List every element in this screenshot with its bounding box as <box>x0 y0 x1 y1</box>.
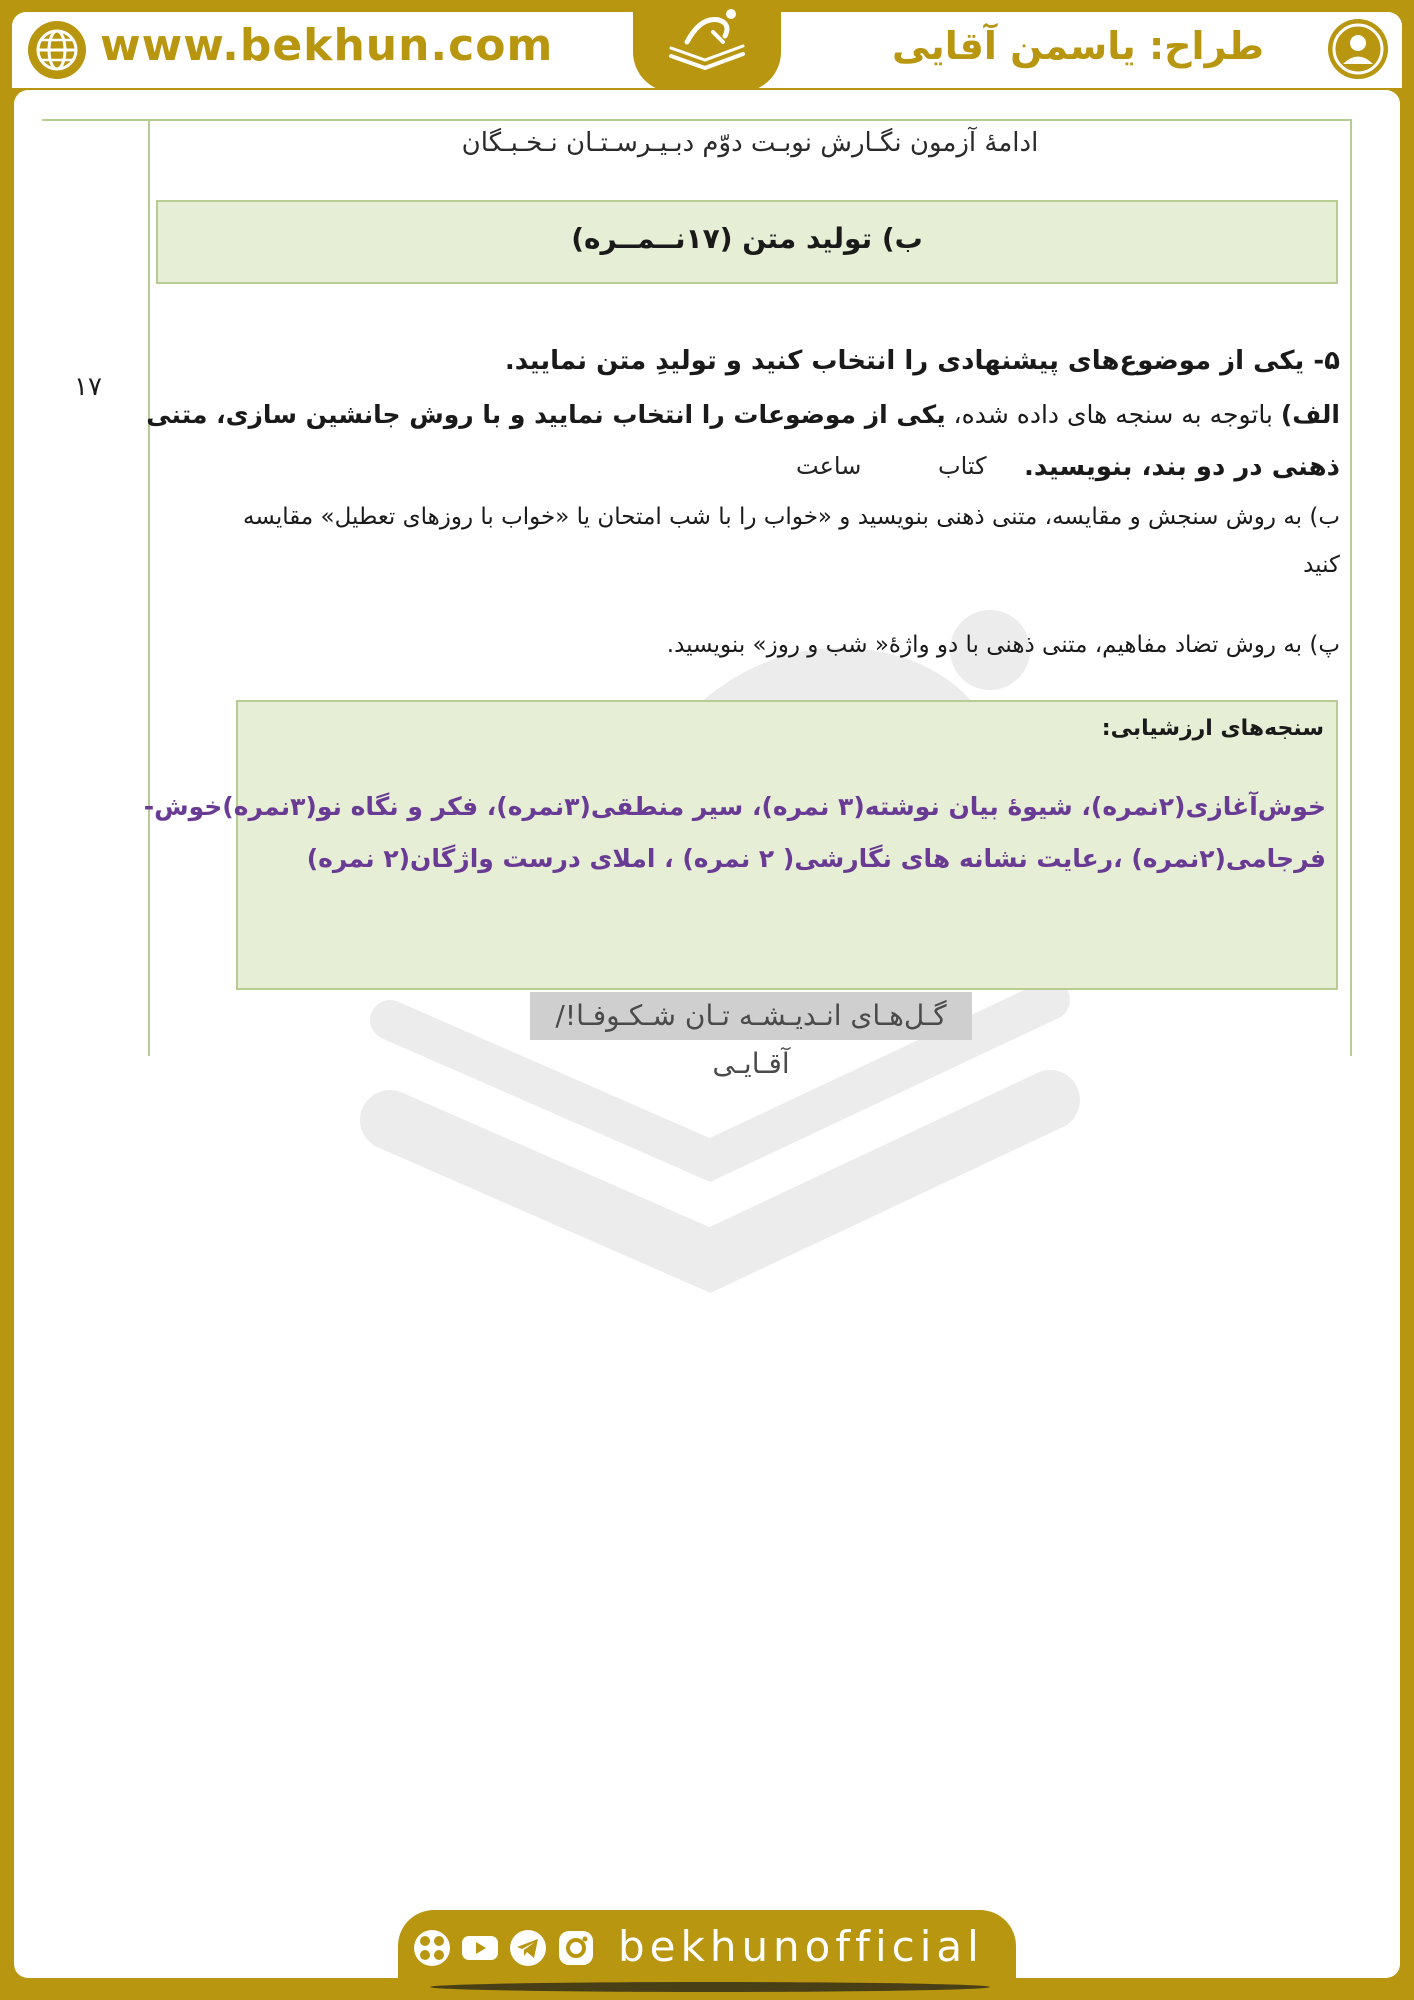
instagram-icon[interactable] <box>556 1928 596 1968</box>
question-prompt: ۵- یکی از موضوع‌های پیشنهادی را انتخاب کنید و تولیدِ متن نمایید. <box>504 346 1340 376</box>
criteria-line1: خوش‌آغازی(۲نمره)، شیوهٔ بیان نوشته(۳ نمره)، سیر منطقی(۳نمره)، فکر و نگاه نو(۳نمره)خوش- <box>143 792 1326 821</box>
part-a-instruction: یکی از موضوعات را انتخاب نمایید و با روش جانشین سازی، متنی <box>146 400 946 429</box>
question-score: ۱۷ <box>74 372 102 402</box>
part-b-line2: کنید <box>1303 552 1340 578</box>
part-b-line1: ب) به روش سنجش و مقایسه، متنی ذهنی بنویسید و «خواب را با شب امتحان یا «خواب با روزهای تعطیل» مقایسه <box>243 504 1340 530</box>
brand-logo <box>633 0 781 92</box>
part-a-line2: ذهنی در دو بند، بنویسید. <box>1024 452 1340 482</box>
footer-shadow <box>430 1982 990 1992</box>
criteria-box <box>143 700 1338 990</box>
user-avatar-icon <box>1326 17 1390 81</box>
designer-credit: طراح: یاسمن آقایی <box>892 24 1264 68</box>
telegram-icon[interactable] <box>508 1928 548 1968</box>
part-a-intro: باتوجه به سنجه های داده شده، <box>945 400 1281 429</box>
globe-icon <box>26 19 88 81</box>
continuation-title: ادامهٔ آزمون نگـارش نوبـت دوّم دبـیـرسـتـان نـخـبـگان <box>461 128 1039 158</box>
section-header-box <box>156 200 1338 284</box>
youtube-icon[interactable] <box>460 1928 500 1968</box>
closing-message: گـل‌هـای انـدیـشـه تـان شـکـوفـا!/ آقـایـی <box>530 992 972 1040</box>
topic-word-book: کتاب <box>938 452 987 480</box>
site-url-link[interactable]: www.bekhun.com <box>100 20 554 71</box>
criteria-title: سنجه‌های ارزشیابی: <box>1101 716 1324 741</box>
part-a-label: الف) <box>1280 400 1340 429</box>
topic-word-clock: ساعت <box>796 452 862 480</box>
part-c-line: پ) به روش تضاد مفاهیم، متنی ذهنی با دو واژۀ« شب و روز» بنویسید. <box>666 632 1340 658</box>
footer-social-bar <box>398 1910 1016 1982</box>
section-title: ب) تولید متن (۱۷نــمــره) <box>571 222 923 255</box>
book-logo-icon <box>657 2 757 88</box>
aparat-icon[interactable] <box>412 1928 452 1968</box>
part-a-line1 <box>146 400 1340 429</box>
social-handle[interactable]: bekhunofficial <box>618 1922 984 1971</box>
criteria-line2: فرجامی(۲نمره) ،رعایت نشانه های نگارشی( ۲ نمره) ، املای درست واژگان(۲ نمره) <box>306 844 1326 873</box>
